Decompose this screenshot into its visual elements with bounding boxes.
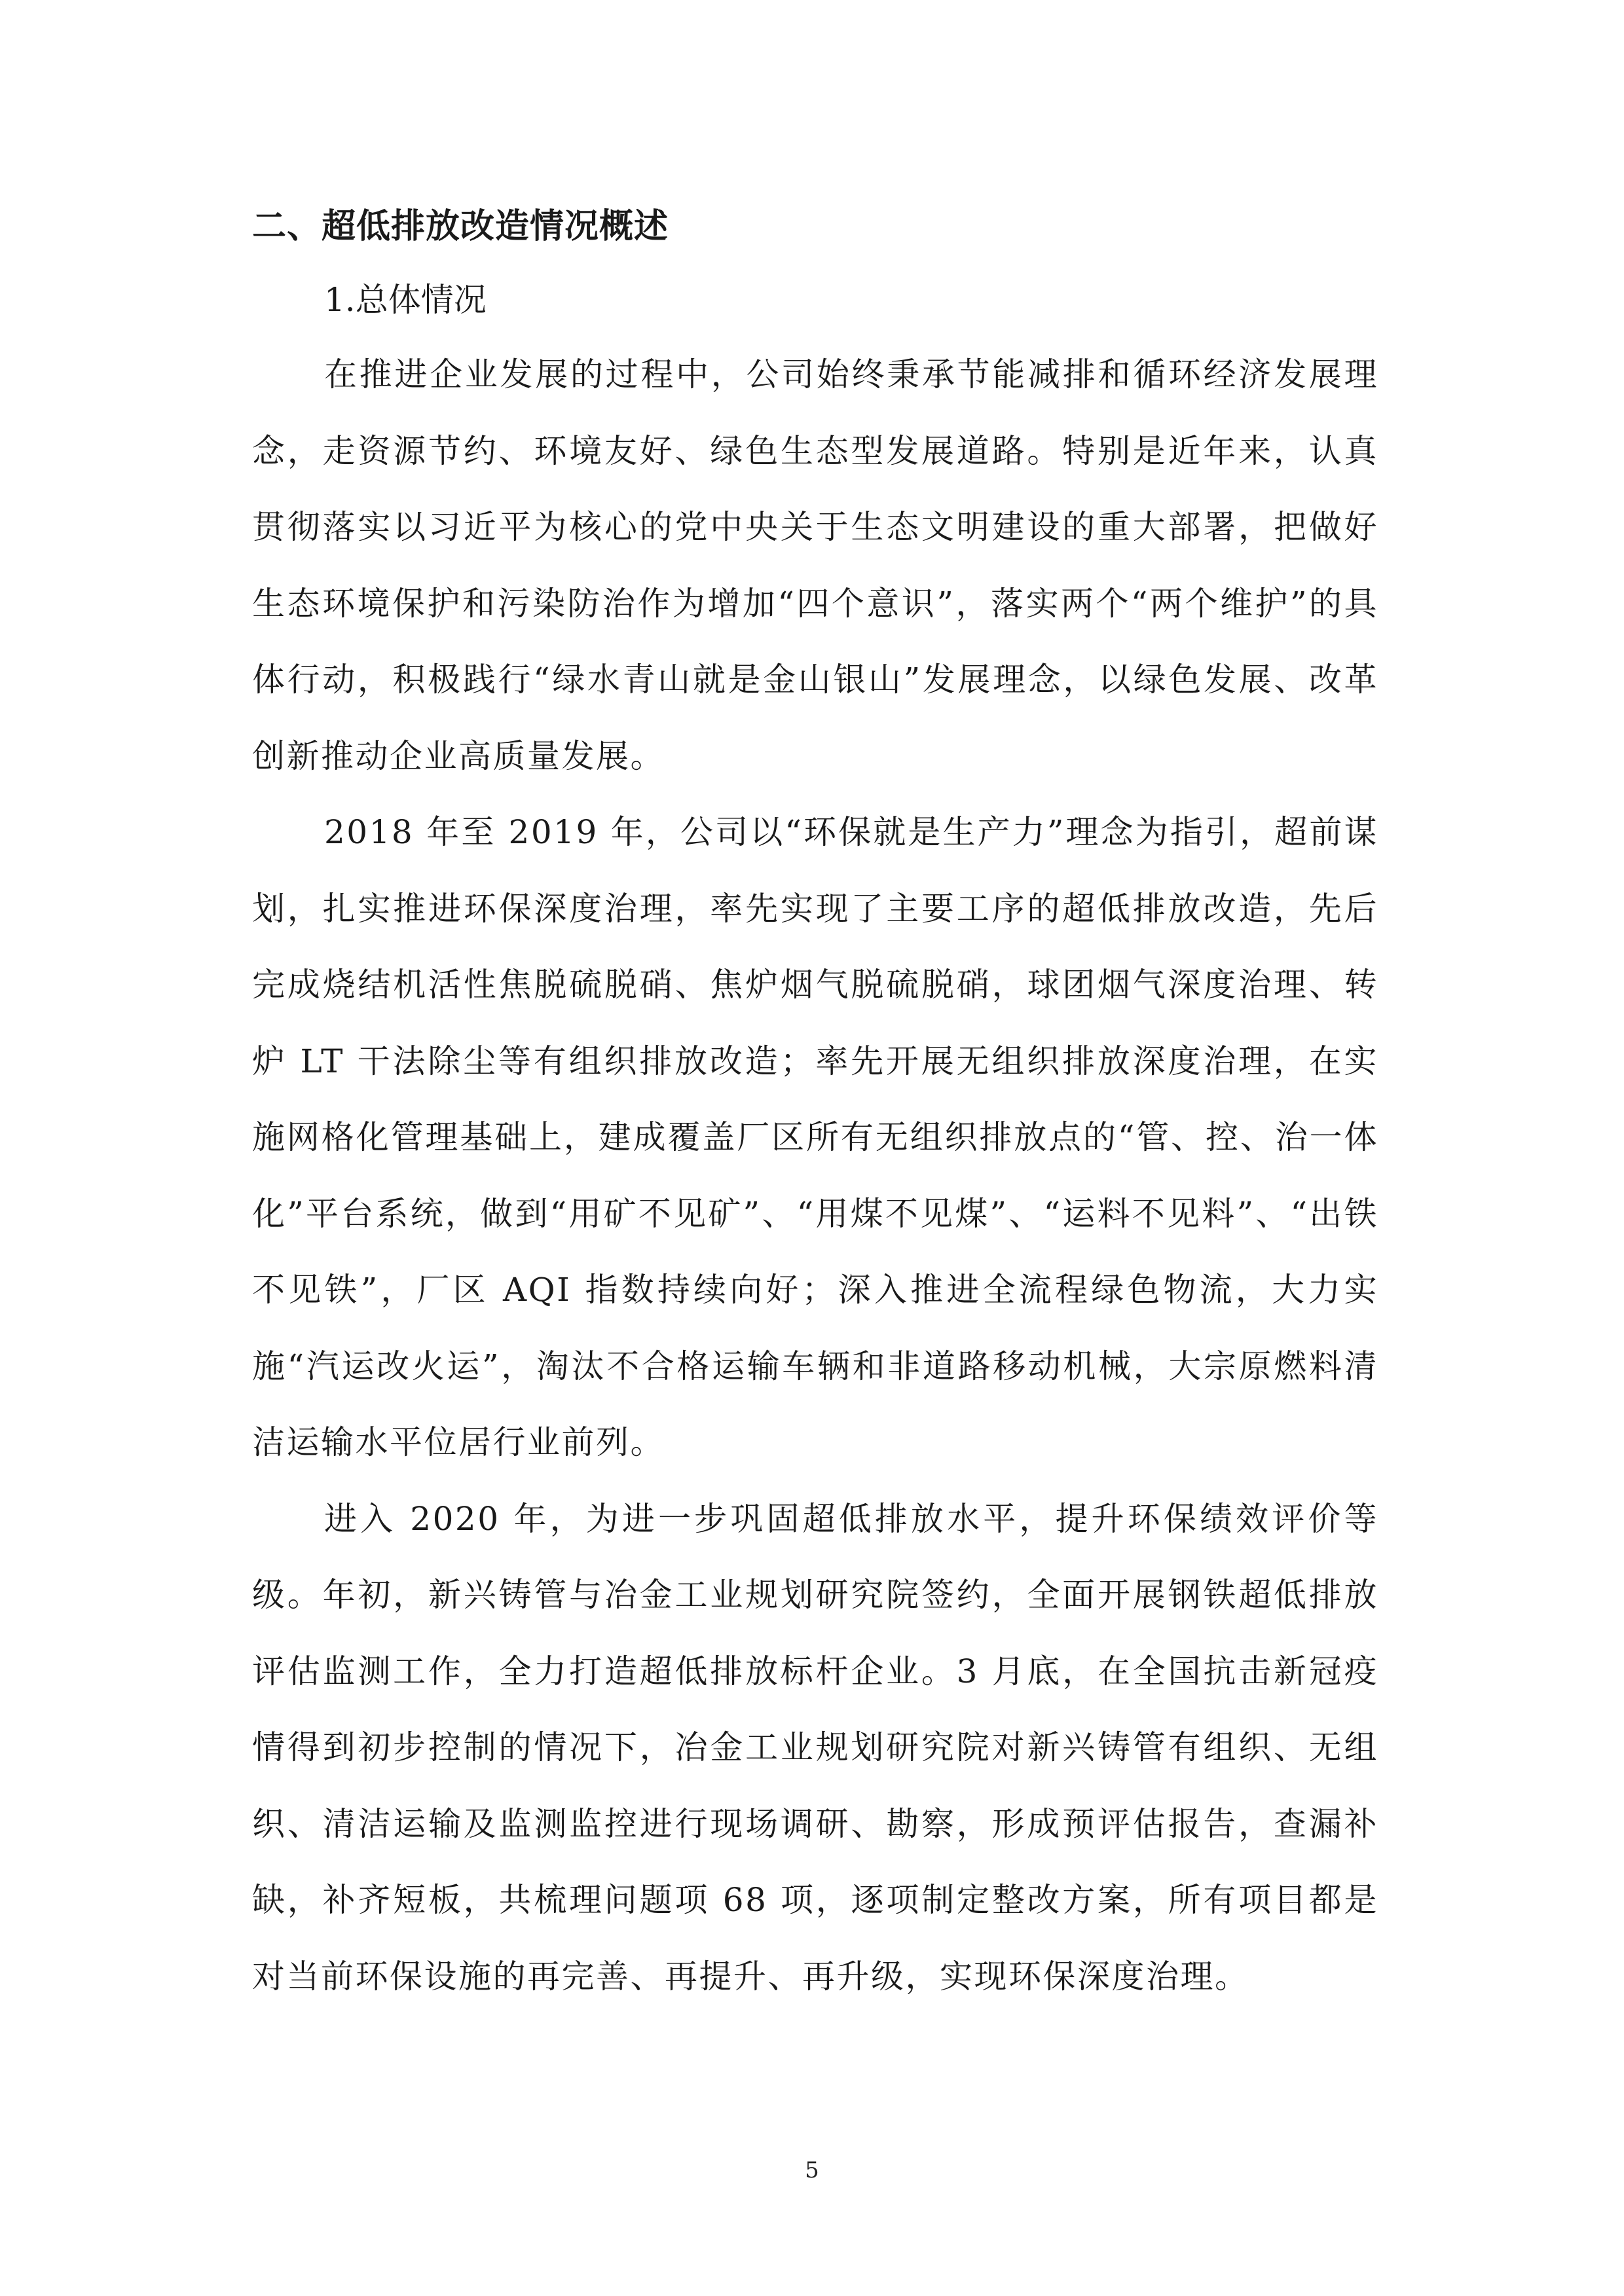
page-content	[252, 190, 1378, 2014]
paragraph-overview: 在推进企业发展的过程中，公司始终秉承节能减排和循环经济发展理念，走资源节约、环境友好、绿色生态型发展道路。特别是近年来，认真贯彻落实以习近平为核心的党中央关于生态文明建设的重大部署，把做好生态环境保护和污染防治作为增加“四个意识”，落实两个“两个维护”的具体行动，积极践行“绿水青山就是金山银山”发展理念，以绿色发展、改革创新推动企业高质量发展。	[252, 355, 1378, 775]
section-heading: 二、超低排放改造情况概述	[252, 207, 669, 246]
paragraph-2020: 进入 2020 年，为进一步巩固超低排放水平，提升环保绩效评价等级。年初，新兴铸管与冶金工业规划研究院签约，全面开展钢铁超低排放评估监测工作，全力打造超低排放标杆企业。3 月底，在全国抗击新冠疫情得到初步控制的情况下，冶金工业规划研究院对新兴铸管有组织、无组织、清洁运输及监测监控进行现场调研、勘察，形成预评估报告，查漏补缺，补齐短板，共梳理问题项 68 项，逐项制定整改方案，所有项目都是对当前环保设施的再完善、再提升、再升级，实现环保深度治理。	[252, 1499, 1378, 1995]
page-number: 5	[805, 2157, 819, 2183]
paragraph-2018-2019: 2018 年至 2019 年，公司以“环保就是生产力”理念为指引，超前谋划，扎实推进环保深度治理，率先实现了主要工序的超低排放改造，先后完成烧结机活性焦脱硫脱硝、焦炉烟气脱硫脱硝，球团烟气深度治理、转炉 LT 干法除尘等有组织排放改造；率先开展无组织排放深度治理，在实施网格化管理基础上，建成覆盖厂区所有无组织排放点的“管、控、治一体化”平台系统，做到“用矿不见矿”、“用煤不见煤”、“运料不见料”、“出铁不见铁”，厂区 AQI 指数持续向好；深入推进全流程绿色物流，大力实施“汽运改火运”，淘汰不合格运输车辆和非道路移动机械，大宗原燃料清洁运输水平位居行业前列。	[252, 813, 1378, 1461]
sub-heading: 1.总体情况	[324, 281, 487, 319]
